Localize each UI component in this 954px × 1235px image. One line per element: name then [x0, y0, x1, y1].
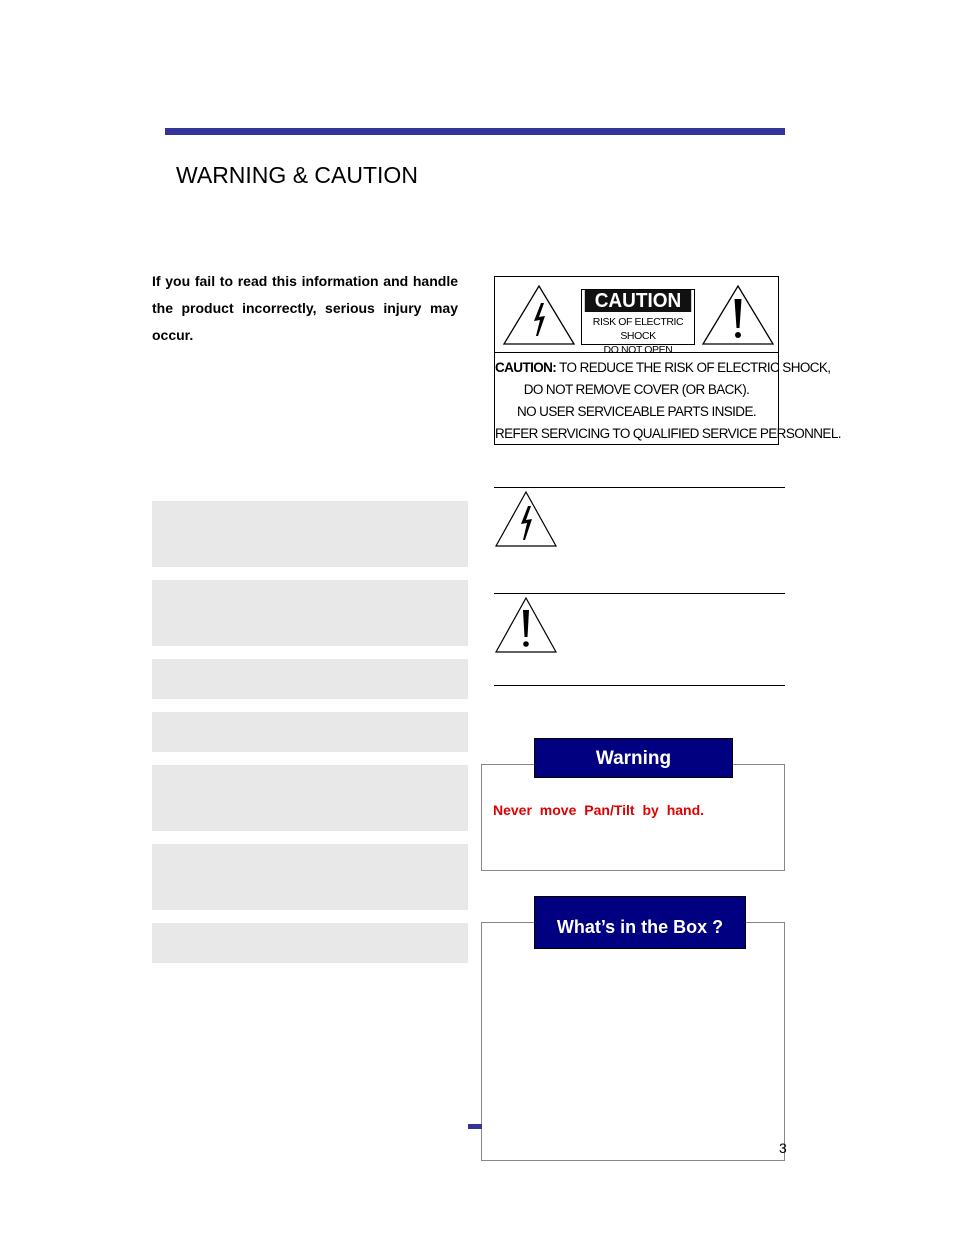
- warning-text: Never move Pan/Tilt by hand.: [493, 802, 705, 818]
- warning-tab: Warning: [534, 738, 733, 778]
- lightning-triangle-icon: [501, 283, 577, 347]
- caution-sub-line2: DO NOT OPEN: [603, 344, 673, 356]
- grey-panel-2: [152, 580, 468, 646]
- grey-panel-6: [152, 844, 468, 910]
- caution-instructions: [495, 357, 841, 445]
- caution-label-header: [495, 277, 778, 356]
- page-title: WARNING & CAUTION: [176, 162, 418, 188]
- lightning-triangle-icon: [494, 490, 558, 548]
- caution-label: [494, 276, 841, 445]
- caution-sub-line1: RISK OF ELECTRIC SHOCK: [592, 316, 684, 342]
- divider-2: [494, 593, 785, 594]
- grey-panel-7: [152, 923, 468, 963]
- page-number: 3: [779, 1140, 787, 1156]
- grey-panel-1: [152, 501, 468, 567]
- caution-line4: REFER SERVICING TO QUALIFIED SERVICE PERSONNEL.: [495, 426, 841, 441]
- bottom-rule: [468, 1124, 482, 1129]
- caution-line1: TO REDUCE THE RISK OF ELECTRIC SHOCK,: [556, 360, 831, 375]
- exclamation-triangle-icon: [700, 283, 776, 347]
- grey-panel-4: [152, 712, 468, 752]
- caution-heading: CAUTION: [585, 290, 691, 312]
- grey-panel-5: [152, 765, 468, 831]
- grey-panel-3: [152, 659, 468, 699]
- divider-3: [494, 685, 785, 686]
- caution-prefix: CAUTION:: [495, 360, 557, 375]
- exclamation-triangle-icon: [494, 596, 558, 654]
- caution-line2: DO NOT REMOVE COVER (OR BACK).: [523, 382, 750, 397]
- caution-line3: NO USER SERVICEABLE PARTS INSIDE.: [516, 404, 757, 419]
- intro-paragraph: If you fail to read this information and handle the product incorrectly, serious injury may occur.: [152, 273, 458, 343]
- caution-center-panel: [581, 289, 695, 356]
- top-rule: [165, 128, 785, 135]
- box-contents-tab: What’s in the Box ?: [534, 896, 746, 949]
- box-contents-box: [481, 922, 785, 1161]
- divider-1: [494, 487, 785, 488]
